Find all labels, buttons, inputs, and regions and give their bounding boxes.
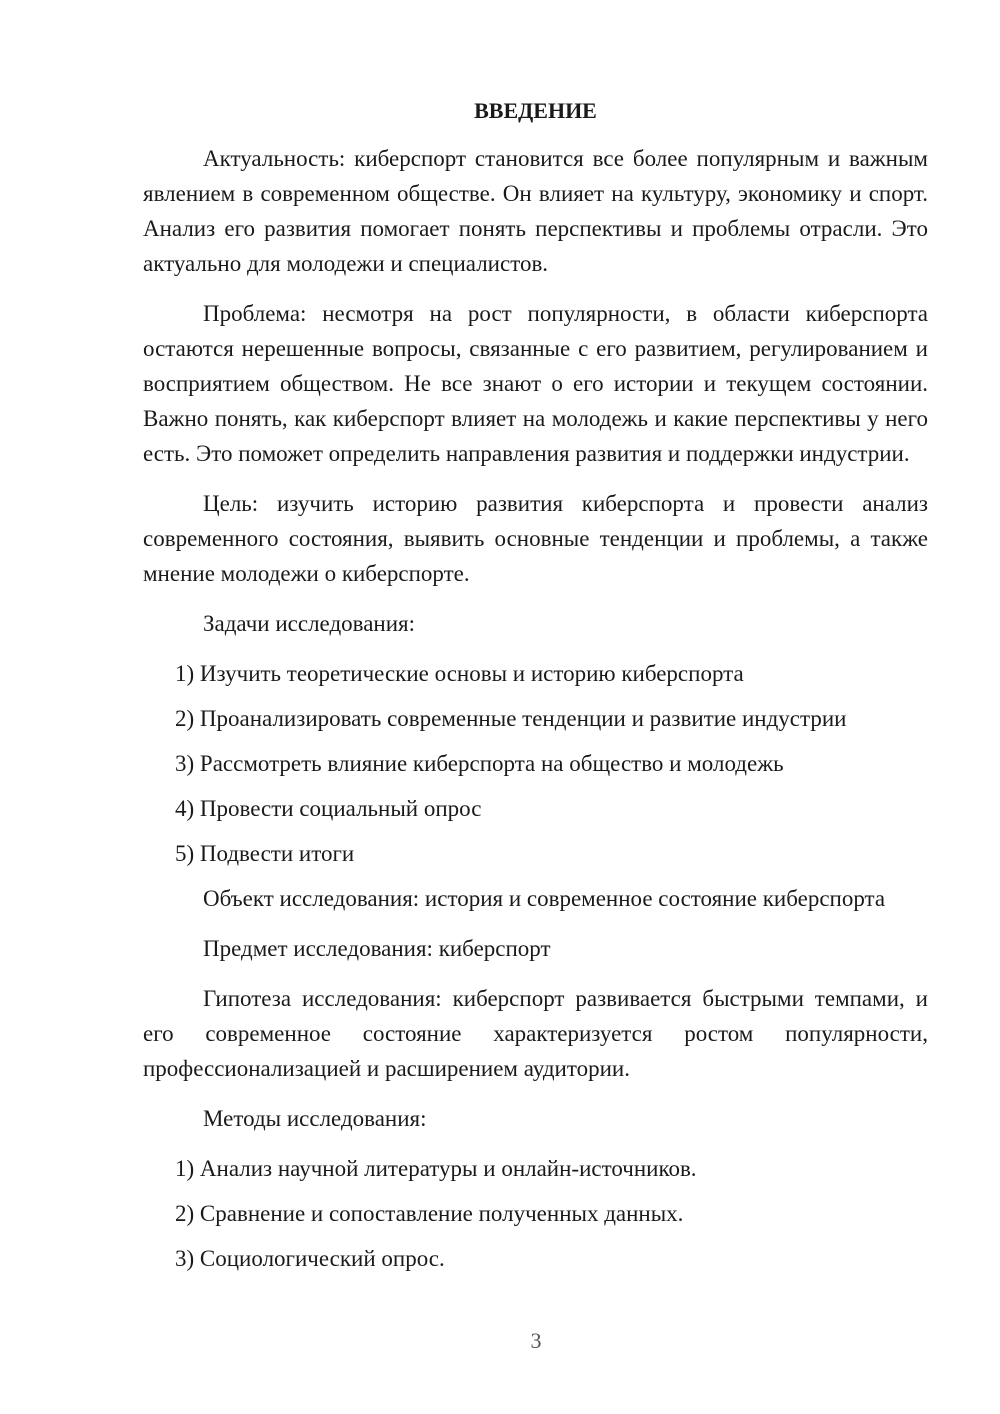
- methods-heading: Методы исследования:: [203, 1106, 427, 1131]
- list-item: 1) Анализ научной литературы и онлайн-источников.: [175, 1156, 697, 1181]
- hypothesis-paragraph: Гипотеза исследования: киберспорт развивается быстрыми темпами, и его современное состояние характеризуется ростом популярности, профессионализацией и расширением аудитории.: [143, 986, 928, 1081]
- relevance-paragraph: Актуальность: киберспорт становится все более популярным и важным явлением в современном обществе. Он влияет на культуру, экономику и спорт. Анализ его развития помогает понять перспективы и проблемы отрасли. Это актуально для молодежи и специалистов.: [143, 146, 928, 276]
- list-item: 4) Провести социальный опрос: [175, 796, 482, 821]
- subject-paragraph: Предмет исследования: киберспорт: [203, 936, 551, 961]
- list-item: 1) Изучить теоретические основы и историю киберспорта: [175, 661, 744, 686]
- page-title: ВВЕДЕНИЕ: [474, 98, 597, 123]
- goal-paragraph: Цель: изучить историю развития киберспорта и провести анализ современного состояния, выявить основные тенденции и проблемы, а также мнение молодежи о киберспорте.: [143, 491, 928, 586]
- page-content: [143, 96, 928, 1286]
- list-item: 3) Социологический опрос.: [175, 1246, 445, 1271]
- list-item: 2) Проанализировать современные тенденции и развитие индустрии: [175, 706, 847, 731]
- list-item: 2) Сравнение и сопоставление полученных данных.: [175, 1201, 684, 1226]
- problem-paragraph: Проблема: несмотря на рост популярности, в области киберспорта остаются нерешенные вопросы, связанные с его развитием, регулированием и восприятием обществом. Не все знают о его истории и текущем состоянии. Важно понять, как киберспорт влияет на молодежь и какие перспективы у него есть. Это поможет определить направления развития и поддержки индустрии.: [143, 301, 928, 466]
- object-paragraph: Объект исследования: история и современное состояние киберспорта: [203, 886, 886, 911]
- list-item: 3) Рассмотреть влияние киберспорта на общество и молодежь: [175, 751, 784, 776]
- tasks-list: [143, 656, 928, 871]
- page-number: 3: [530, 1328, 542, 1353]
- methods-list: [143, 1151, 928, 1276]
- list-item: 5) Подвести итоги: [175, 841, 355, 866]
- tasks-heading: Задачи исследования:: [203, 611, 416, 636]
